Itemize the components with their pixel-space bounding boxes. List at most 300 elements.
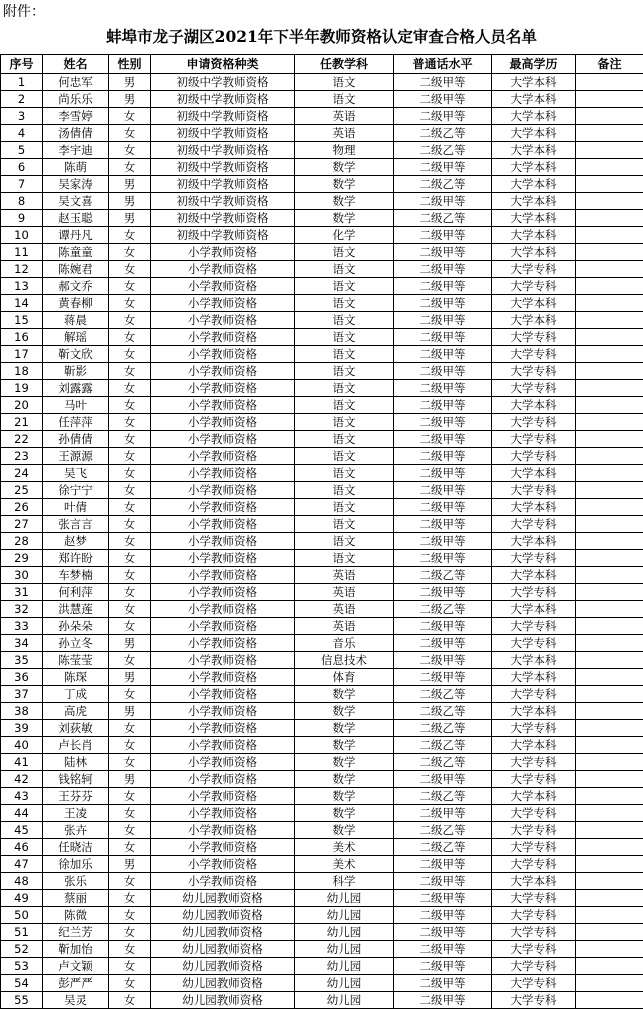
cell-remarks [576, 601, 643, 618]
cell-subject: 数学 [295, 754, 394, 771]
table-row [1, 244, 643, 261]
cell-subject: 语文 [295, 312, 394, 329]
cell-education: 大学专科 [492, 346, 576, 363]
cell-qualification: 初级中学教师资格 [151, 176, 295, 193]
cell-name: 靳加怡 [43, 941, 109, 958]
cell-qualification: 小学教师资格 [151, 346, 295, 363]
cell-mandarin-level: 二级甲等 [394, 278, 492, 295]
cell-education: 大学本科 [492, 703, 576, 720]
cell-name: 赵玉聪 [43, 210, 109, 227]
table-row [1, 584, 643, 601]
cell-education: 大学本科 [492, 533, 576, 550]
cell-name: 陈萌 [43, 159, 109, 176]
cell-gender: 女 [109, 737, 151, 754]
cell-gender: 女 [109, 720, 151, 737]
cell-mandarin-level: 二级甲等 [394, 618, 492, 635]
cell-remarks [576, 74, 643, 91]
cell-qualification: 小学教师资格 [151, 550, 295, 567]
cell-subject: 数学 [295, 805, 394, 822]
cell-index: 3 [1, 108, 43, 125]
table-row [1, 924, 643, 941]
cell-subject: 幼儿园 [295, 941, 394, 958]
table-row [1, 193, 643, 210]
cell-education: 大学专科 [492, 890, 576, 907]
table-row [1, 74, 643, 91]
cell-gender: 女 [109, 652, 151, 669]
table-row [1, 856, 643, 873]
cell-qualification: 小学教师资格 [151, 856, 295, 873]
cell-index: 46 [1, 839, 43, 856]
cell-index: 12 [1, 261, 43, 278]
cell-remarks [576, 550, 643, 567]
cell-education: 大学专科 [492, 482, 576, 499]
cell-qualification: 小学教师资格 [151, 771, 295, 788]
cell-subject: 英语 [295, 125, 394, 142]
cell-index: 43 [1, 788, 43, 805]
cell-name: 靳文欣 [43, 346, 109, 363]
cell-gender: 女 [109, 261, 151, 278]
cell-index: 28 [1, 533, 43, 550]
cell-remarks [576, 584, 643, 601]
cell-qualification: 小学教师资格 [151, 244, 295, 261]
cell-name: 吴飞 [43, 465, 109, 482]
cell-education: 大学本科 [492, 108, 576, 125]
cell-qualification: 小学教师资格 [151, 499, 295, 516]
cell-education: 大学专科 [492, 941, 576, 958]
cell-qualification: 初级中学教师资格 [151, 142, 295, 159]
cell-qualification: 幼儿园教师资格 [151, 941, 295, 958]
cell-subject: 语文 [295, 516, 394, 533]
cell-mandarin-level: 二级乙等 [394, 601, 492, 618]
table-row [1, 91, 643, 108]
cell-index: 21 [1, 414, 43, 431]
cell-name: 陈莹莹 [43, 652, 109, 669]
cell-mandarin-level: 二级甲等 [394, 159, 492, 176]
cell-education: 大学本科 [492, 125, 576, 142]
cell-qualification: 小学教师资格 [151, 465, 295, 482]
table-row [1, 176, 643, 193]
cell-qualification: 小学教师资格 [151, 788, 295, 805]
cell-qualification: 小学教师资格 [151, 380, 295, 397]
table-row [1, 771, 643, 788]
cell-subject: 英语 [295, 108, 394, 125]
cell-qualification: 小学教师资格 [151, 363, 295, 380]
cell-name: 尚乐乐 [43, 91, 109, 108]
table-row [1, 635, 643, 652]
cell-subject: 科学 [295, 873, 394, 890]
header-remarks: 备注 [576, 55, 643, 74]
cell-name: 陈童童 [43, 244, 109, 261]
cell-index: 45 [1, 822, 43, 839]
cell-education: 大学专科 [492, 278, 576, 295]
cell-remarks [576, 958, 643, 975]
cell-remarks [576, 805, 643, 822]
cell-gender: 男 [109, 176, 151, 193]
cell-subject: 语文 [295, 278, 394, 295]
cell-subject: 体育 [295, 669, 394, 686]
cell-index: 30 [1, 567, 43, 584]
table-row [1, 261, 643, 278]
cell-qualification: 小学教师资格 [151, 397, 295, 414]
cell-qualification: 小学教师资格 [151, 737, 295, 754]
header-qualification: 申请资格种类 [151, 55, 295, 74]
cell-subject: 美术 [295, 839, 394, 856]
cell-education: 大学本科 [492, 669, 576, 686]
cell-remarks [576, 652, 643, 669]
cell-mandarin-level: 二级甲等 [394, 397, 492, 414]
cell-name: 卢长肖 [43, 737, 109, 754]
cell-qualification: 幼儿园教师资格 [151, 958, 295, 975]
cell-subject: 语文 [295, 329, 394, 346]
cell-name: 洪慧莲 [43, 601, 109, 618]
cell-gender: 女 [109, 975, 151, 992]
cell-gender: 女 [109, 788, 151, 805]
cell-remarks [576, 516, 643, 533]
table-row [1, 329, 643, 346]
table-row [1, 363, 643, 380]
cell-index: 17 [1, 346, 43, 363]
cell-remarks [576, 856, 643, 873]
cell-gender: 女 [109, 448, 151, 465]
cell-gender: 女 [109, 244, 151, 261]
cell-subject: 幼儿园 [295, 958, 394, 975]
cell-education: 大学专科 [492, 618, 576, 635]
cell-gender: 女 [109, 873, 151, 890]
cell-index: 11 [1, 244, 43, 261]
cell-mandarin-level: 二级甲等 [394, 482, 492, 499]
cell-remarks [576, 125, 643, 142]
cell-remarks [576, 907, 643, 924]
cell-index: 15 [1, 312, 43, 329]
cell-mandarin-level: 二级乙等 [394, 210, 492, 227]
cell-gender: 女 [109, 941, 151, 958]
table-row [1, 482, 643, 499]
cell-name: 徐宁宁 [43, 482, 109, 499]
cell-gender: 女 [109, 618, 151, 635]
cell-education: 大学本科 [492, 210, 576, 227]
cell-gender: 女 [109, 822, 151, 839]
cell-name: 张乐 [43, 873, 109, 890]
cell-index: 48 [1, 873, 43, 890]
cell-remarks [576, 822, 643, 839]
cell-index: 13 [1, 278, 43, 295]
cell-subject: 幼儿园 [295, 907, 394, 924]
cell-gender: 女 [109, 516, 151, 533]
cell-name: 孙倩倩 [43, 431, 109, 448]
cell-gender: 女 [109, 805, 151, 822]
cell-gender: 男 [109, 74, 151, 91]
cell-mandarin-level: 二级甲等 [394, 193, 492, 210]
table-row [1, 397, 643, 414]
document-title: 蚌埠市龙子湖区2021年下半年教师资格认定审查合格人员名单 [106, 27, 537, 46]
cell-name: 陈琛 [43, 669, 109, 686]
cell-mandarin-level: 二级乙等 [394, 125, 492, 142]
table-row [1, 703, 643, 720]
cell-education: 大学本科 [492, 788, 576, 805]
cell-mandarin-level: 二级甲等 [394, 499, 492, 516]
cell-name: 彭严严 [43, 975, 109, 992]
cell-name: 丁成 [43, 686, 109, 703]
cell-education: 大学本科 [492, 737, 576, 754]
cell-education: 大学专科 [492, 771, 576, 788]
cell-education: 大学本科 [492, 74, 576, 91]
cell-remarks [576, 363, 643, 380]
cell-mandarin-level: 二级甲等 [394, 227, 492, 244]
header-name: 姓名 [43, 55, 109, 74]
cell-index: 24 [1, 465, 43, 482]
table-row [1, 669, 643, 686]
cell-name: 黄春柳 [43, 295, 109, 312]
cell-gender: 男 [109, 771, 151, 788]
cell-index: 20 [1, 397, 43, 414]
cell-education: 大学本科 [492, 159, 576, 176]
table-row [1, 465, 643, 482]
cell-index: 44 [1, 805, 43, 822]
cell-gender: 女 [109, 601, 151, 618]
cell-gender: 女 [109, 550, 151, 567]
cell-subject: 语文 [295, 363, 394, 380]
cell-remarks [576, 346, 643, 363]
cell-subject: 幼儿园 [295, 975, 394, 992]
cell-remarks [576, 91, 643, 108]
cell-subject: 语文 [295, 465, 394, 482]
cell-education: 大学专科 [492, 448, 576, 465]
cell-name: 车梦楠 [43, 567, 109, 584]
cell-name: 汤倩倩 [43, 125, 109, 142]
header-index: 序号 [1, 55, 43, 74]
table-row [1, 550, 643, 567]
cell-gender: 女 [109, 839, 151, 856]
cell-remarks [576, 992, 643, 1009]
cell-mandarin-level: 二级甲等 [394, 244, 492, 261]
cell-gender: 女 [109, 958, 151, 975]
cell-mandarin-level: 二级乙等 [394, 176, 492, 193]
cell-subject: 数学 [295, 737, 394, 754]
cell-subject: 语文 [295, 431, 394, 448]
cell-subject: 语文 [295, 533, 394, 550]
cell-mandarin-level: 二级甲等 [394, 907, 492, 924]
cell-remarks [576, 924, 643, 941]
cell-gender: 女 [109, 397, 151, 414]
cell-education: 大学本科 [492, 652, 576, 669]
cell-name: 吴灵 [43, 992, 109, 1009]
cell-qualification: 初级中学教师资格 [151, 74, 295, 91]
cell-qualification: 小学教师资格 [151, 873, 295, 890]
cell-gender: 女 [109, 414, 151, 431]
cell-gender: 男 [109, 669, 151, 686]
cell-subject: 语文 [295, 482, 394, 499]
cell-name: 何忠军 [43, 74, 109, 91]
cell-education: 大学专科 [492, 329, 576, 346]
cell-remarks [576, 448, 643, 465]
table-row [1, 210, 643, 227]
cell-gender: 女 [109, 584, 151, 601]
table-row [1, 601, 643, 618]
cell-name: 任晓洁 [43, 839, 109, 856]
cell-qualification: 小学教师资格 [151, 516, 295, 533]
cell-education: 大学专科 [492, 516, 576, 533]
cell-mandarin-level: 二级乙等 [394, 686, 492, 703]
table-row [1, 890, 643, 907]
table-row [1, 227, 643, 244]
cell-index: 41 [1, 754, 43, 771]
cell-mandarin-level: 二级甲等 [394, 516, 492, 533]
cell-education: 大学专科 [492, 754, 576, 771]
cell-index: 49 [1, 890, 43, 907]
table-row [1, 346, 643, 363]
cell-remarks [576, 261, 643, 278]
cell-education: 大学本科 [492, 193, 576, 210]
cell-gender: 女 [109, 278, 151, 295]
cell-gender: 女 [109, 482, 151, 499]
cell-education: 大学本科 [492, 601, 576, 618]
cell-index: 36 [1, 669, 43, 686]
cell-gender: 女 [109, 142, 151, 159]
cell-gender: 女 [109, 992, 151, 1009]
table-row [1, 567, 643, 584]
cell-qualification: 小学教师资格 [151, 448, 295, 465]
cell-qualification: 小学教师资格 [151, 533, 295, 550]
cell-name: 钱铭轲 [43, 771, 109, 788]
cell-remarks [576, 312, 643, 329]
cell-mandarin-level: 二级乙等 [394, 839, 492, 856]
cell-remarks [576, 465, 643, 482]
cell-mandarin-level: 二级甲等 [394, 958, 492, 975]
cell-mandarin-level: 二级甲等 [394, 295, 492, 312]
cell-index: 22 [1, 431, 43, 448]
cell-subject: 英语 [295, 584, 394, 601]
cell-mandarin-level: 二级乙等 [394, 567, 492, 584]
cell-mandarin-level: 二级甲等 [394, 329, 492, 346]
cell-mandarin-level: 二级甲等 [394, 431, 492, 448]
cell-index: 18 [1, 363, 43, 380]
cell-education: 大学专科 [492, 975, 576, 992]
cell-remarks [576, 295, 643, 312]
cell-name: 解瑶 [43, 329, 109, 346]
cell-mandarin-level: 二级甲等 [394, 890, 492, 907]
cell-name: 靳影 [43, 363, 109, 380]
cell-qualification: 小学教师资格 [151, 312, 295, 329]
cell-mandarin-level: 二级甲等 [394, 873, 492, 890]
cell-index: 2 [1, 91, 43, 108]
cell-index: 54 [1, 975, 43, 992]
cell-remarks [576, 278, 643, 295]
table-row [1, 533, 643, 550]
cell-gender: 女 [109, 227, 151, 244]
cell-name: 陈婉君 [43, 261, 109, 278]
cell-education: 大学专科 [492, 720, 576, 737]
cell-qualification: 小学教师资格 [151, 482, 295, 499]
cell-education: 大学专科 [492, 431, 576, 448]
cell-subject: 数学 [295, 686, 394, 703]
table-row [1, 278, 643, 295]
cell-remarks [576, 669, 643, 686]
table-row [1, 839, 643, 856]
cell-index: 4 [1, 125, 43, 142]
cell-gender: 男 [109, 635, 151, 652]
cell-subject: 数学 [295, 788, 394, 805]
table-row [1, 958, 643, 975]
cell-gender: 女 [109, 380, 151, 397]
cell-index: 16 [1, 329, 43, 346]
header-gender: 性别 [109, 55, 151, 74]
cell-remarks [576, 567, 643, 584]
cell-gender: 女 [109, 754, 151, 771]
cell-remarks [576, 414, 643, 431]
cell-name: 马叶 [43, 397, 109, 414]
cell-name: 谭丹凡 [43, 227, 109, 244]
cell-qualification: 小学教师资格 [151, 278, 295, 295]
cell-education: 大学本科 [492, 176, 576, 193]
cell-mandarin-level: 二级甲等 [394, 771, 492, 788]
cell-qualification: 小学教师资格 [151, 686, 295, 703]
cell-mandarin-level: 二级甲等 [394, 550, 492, 567]
attachment-label: 附件： [3, 4, 45, 20]
cell-gender: 女 [109, 295, 151, 312]
cell-qualification: 幼儿园教师资格 [151, 907, 295, 924]
cell-qualification: 小学教师资格 [151, 584, 295, 601]
cell-mandarin-level: 二级甲等 [394, 992, 492, 1009]
cell-qualification: 初级中学教师资格 [151, 227, 295, 244]
cell-qualification: 初级中学教师资格 [151, 193, 295, 210]
cell-gender: 女 [109, 533, 151, 550]
cell-education: 大学专科 [492, 550, 576, 567]
cell-subject: 语文 [295, 74, 394, 91]
cell-subject: 英语 [295, 601, 394, 618]
cell-index: 33 [1, 618, 43, 635]
cell-index: 35 [1, 652, 43, 669]
cell-name: 任萍萍 [43, 414, 109, 431]
cell-education: 大学本科 [492, 873, 576, 890]
cell-remarks [576, 720, 643, 737]
cell-index: 23 [1, 448, 43, 465]
cell-name: 王凌 [43, 805, 109, 822]
cell-education: 大学专科 [492, 686, 576, 703]
cell-index: 40 [1, 737, 43, 754]
cell-qualification: 小学教师资格 [151, 618, 295, 635]
table-row [1, 380, 643, 397]
table-body [1, 74, 643, 1009]
cell-gender: 男 [109, 703, 151, 720]
cell-gender: 男 [109, 91, 151, 108]
cell-index: 29 [1, 550, 43, 567]
cell-gender: 女 [109, 924, 151, 941]
table-row [1, 805, 643, 822]
cell-education: 大学专科 [492, 924, 576, 941]
cell-name: 何利萍 [43, 584, 109, 601]
table-row [1, 516, 643, 533]
cell-name: 孙立冬 [43, 635, 109, 652]
cell-mandarin-level: 二级甲等 [394, 261, 492, 278]
cell-index: 25 [1, 482, 43, 499]
cell-subject: 数学 [295, 176, 394, 193]
cell-index: 14 [1, 295, 43, 312]
cell-education: 大学本科 [492, 227, 576, 244]
cell-index: 50 [1, 907, 43, 924]
cell-subject: 语文 [295, 380, 394, 397]
cell-subject: 幼儿园 [295, 924, 394, 941]
cell-mandarin-level: 二级甲等 [394, 805, 492, 822]
cell-name: 李宇迪 [43, 142, 109, 159]
cell-subject: 数学 [295, 193, 394, 210]
cell-name: 徐加乐 [43, 856, 109, 873]
cell-subject: 数学 [295, 210, 394, 227]
cell-name: 陈微 [43, 907, 109, 924]
cell-remarks [576, 210, 643, 227]
cell-qualification: 小学教师资格 [151, 414, 295, 431]
cell-education: 大学本科 [492, 312, 576, 329]
cell-remarks [576, 771, 643, 788]
